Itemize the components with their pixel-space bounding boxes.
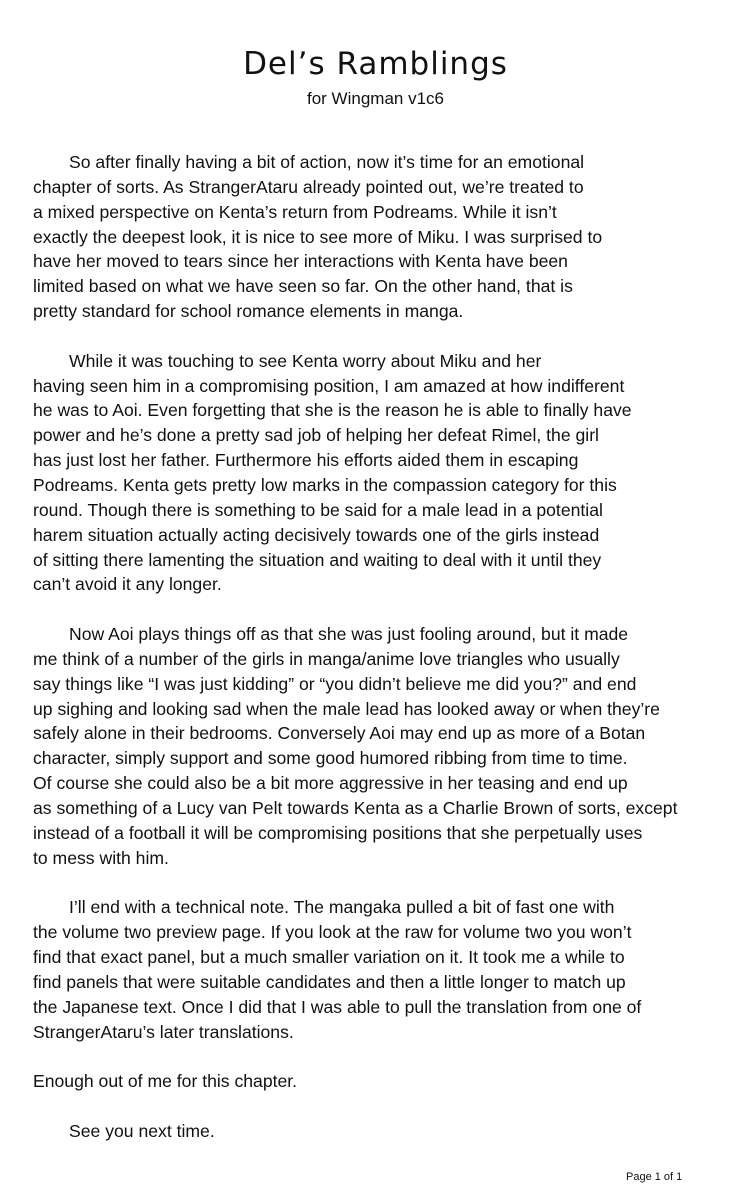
text-line: power and he’s done a pretty sad job of helping her defeat Rimel, the girl [33, 425, 599, 446]
text-line: See you next time. [69, 1120, 215, 1141]
text-line: he was to Aoi. Even forgetting that she is the reason he is able to finally have [33, 400, 632, 421]
text-line: to mess with him. [33, 847, 169, 868]
text-line: Of course she could also be a bit more aggressive in her teasing and end up [33, 773, 628, 794]
text-line: chapter of sorts. As StrangerAtaru already pointed out, we’re treated to [33, 176, 584, 197]
text-line: pretty standard for school romance elements in manga. [33, 301, 464, 322]
text-line: Podreams. Kenta gets pretty low marks in the compassion category for this [33, 474, 617, 495]
text-line: exactly the deepest look, it is nice to see more of Miku. I was surprised to [33, 226, 603, 247]
page-subtitle: for Wingman v1c6 [307, 89, 444, 108]
text-line: the Japanese text. Once I did that I was able to pull the translation from one of [33, 996, 642, 1017]
page-title: Del’s Ramblings [243, 46, 508, 82]
page-number: Page 1 of 1 [626, 1171, 683, 1183]
text-line: as something of a Lucy van Pelt towards Kenta as a Charlie Brown of sorts, except [33, 797, 678, 818]
text-line: safely alone in their bedrooms. Conversely Aoi may end up as more of a Botan [33, 723, 646, 744]
text-line: While it was touching to see Kenta worry about Miku and her [69, 350, 542, 371]
paragraph [33, 1119, 723, 1144]
text-line: harem situation actually acting decisively towards one of the girls instead [33, 524, 600, 545]
text-line: find panels that were suitable candidates and then a little longer to match up [33, 971, 626, 992]
text-line: Enough out of me for this chapter. [33, 1071, 298, 1092]
text-line: limited based on what we have seen so far. On the other hand, that is [33, 276, 573, 297]
text-line: has just lost her father. Furthermore his efforts aided them in escaping [33, 450, 579, 471]
paragraph [33, 622, 723, 870]
text-line: having seen him in a compromising position, I am amazed at how indifferent [33, 375, 625, 396]
document-body [33, 150, 723, 1169]
text-line: can’t avoid it any longer. [33, 574, 222, 595]
paragraph [33, 1069, 723, 1094]
text-line: round. Though there is something to be said for a male lead in a potential [33, 499, 603, 520]
text-line: say things like “I was just kidding” or “you didn’t believe me did you?” and end [33, 673, 637, 694]
paragraph [33, 895, 723, 1044]
text-line: have her moved to tears since her interactions with Kenta have been [33, 251, 568, 272]
text-line: find that exact panel, but a much smaller variation on it. It took me a while to [33, 947, 625, 967]
text-line: me think of a number of the girls in manga/anime love triangles who usually [33, 648, 620, 669]
text-line: of sitting there lamenting the situation and waiting to deal with it until they [33, 549, 602, 570]
paragraph [33, 150, 723, 324]
text-line: up sighing and looking sad when the male lead has looked away or when they’re [33, 698, 660, 719]
text-line: a mixed perspective on Kenta’s return from Podreams. While it isn’t [33, 201, 557, 222]
text-line: character, simply support and some good humored ribbing from time to time. [33, 748, 628, 769]
text-line: Now Aoi plays things off as that she was just fooling around, but it made [69, 624, 629, 645]
text-line: instead of a football it will be compromising positions that she perpetually uses [33, 822, 643, 843]
paragraph [33, 349, 723, 597]
text-line: the volume two preview page. If you look at the raw for volume two you won’t [33, 922, 632, 943]
text-line: StrangerAtaru’s later translations. [33, 1021, 294, 1042]
text-line: I’ll end with a technical note. The mangaka pulled a bit of fast one with [69, 897, 615, 918]
text-line: So after finally having a bit of action, now it’s time for an emotional [69, 152, 585, 172]
